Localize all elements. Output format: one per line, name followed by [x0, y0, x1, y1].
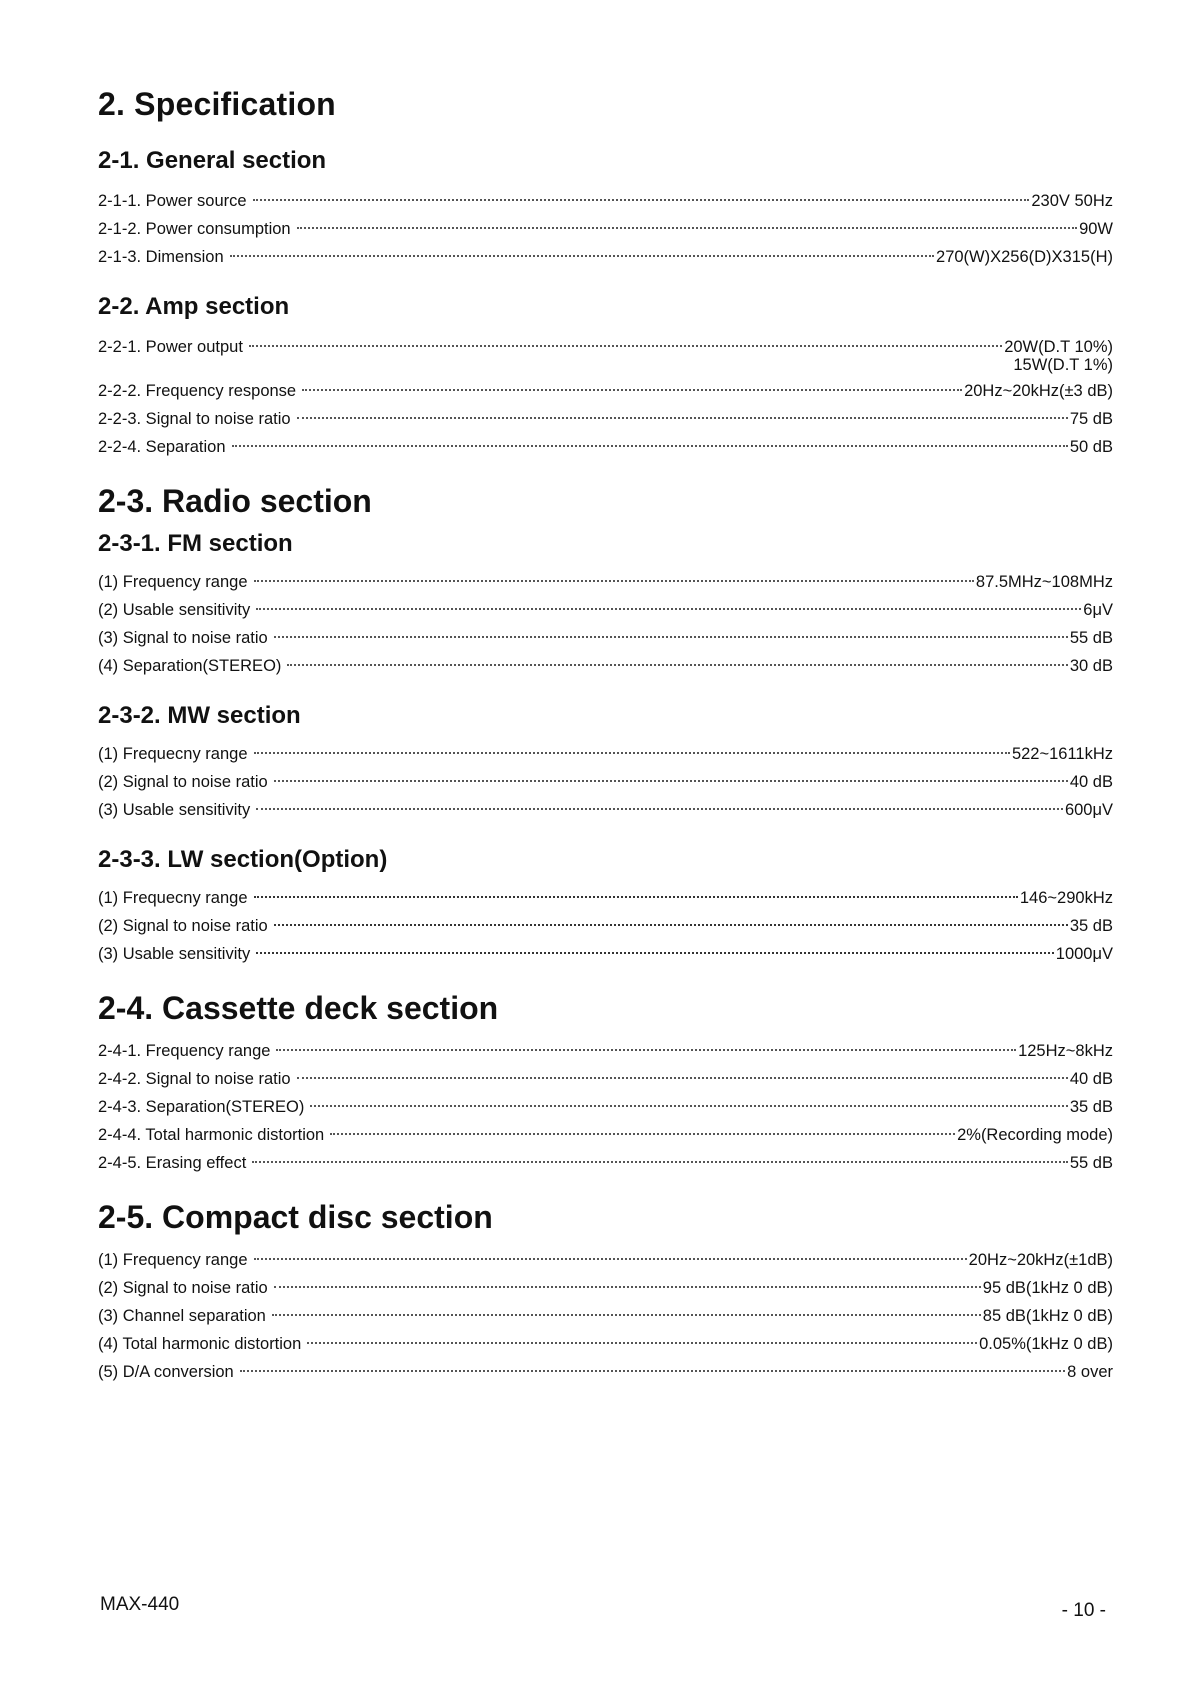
spec-label: (3) Usable sensitivity — [98, 801, 251, 819]
general-section-heading: 2-1. General section — [98, 147, 327, 174]
spec-value: 20W(D.T 10%) — [1004, 338, 1113, 356]
spec-value: 95 dB(1kHz 0 dB) — [982, 1279, 1113, 1297]
spec-value: 40 dB — [1069, 773, 1113, 791]
footer-model: MAX-440 — [100, 1594, 180, 1615]
spec-row — [98, 596, 1113, 624]
spec-label: (2) Signal to noise ratio — [98, 917, 268, 935]
cassette-spec-list — [98, 1037, 1113, 1177]
dot-leader — [253, 199, 1030, 201]
spec-row — [98, 1358, 1113, 1386]
spec-label: (1) Frequency range — [98, 1251, 248, 1269]
spec-row — [98, 1065, 1113, 1093]
spec-value: 600μV — [1064, 801, 1113, 819]
dot-leader — [274, 1286, 981, 1288]
spec-label: (5) D/A conversion — [98, 1363, 234, 1381]
spec-label: 2-2-3. Signal to noise ratio — [98, 410, 291, 428]
spec-value: 8 over — [1067, 1363, 1113, 1381]
amp-spec-list — [98, 333, 1113, 461]
spec-value: 35 dB — [1069, 917, 1113, 935]
spec-value: 90W — [1079, 220, 1113, 238]
cd-spec-list — [98, 1246, 1113, 1386]
spec-value: 1000μV — [1055, 945, 1113, 963]
spec-row — [98, 884, 1113, 912]
dot-leader — [230, 255, 934, 257]
spec-label: (4) Separation(STEREO) — [98, 657, 282, 675]
dot-leader — [256, 808, 1063, 810]
dot-leader — [254, 580, 974, 582]
spec-label: 2-4-5. Erasing effect — [98, 1154, 247, 1172]
dot-leader — [254, 1258, 967, 1260]
spec-value: 20Hz~20kHz(±3 dB) — [964, 382, 1113, 400]
fm-section-heading: 2-3-1. FM section — [98, 530, 293, 557]
spec-row — [98, 568, 1113, 596]
spec-value: 50 dB — [1069, 438, 1113, 456]
spec-value: 522~1611kHz — [1011, 745, 1113, 763]
spec-value: 230V 50Hz — [1031, 192, 1113, 210]
spec-label: 2-4-2. Signal to noise ratio — [98, 1070, 291, 1088]
spec-value: 55 dB — [1069, 629, 1113, 647]
dot-leader — [272, 1314, 981, 1316]
page-number: - 10 - — [1061, 1600, 1106, 1621]
spec-row — [98, 768, 1113, 796]
dot-leader — [254, 752, 1010, 754]
spec-value: 20Hz~20kHz(±1dB) — [968, 1251, 1113, 1269]
spec-label: (1) Frequency range — [98, 573, 248, 591]
spec-label: 2-4-3. Separation(STEREO) — [98, 1098, 305, 1116]
dot-leader — [302, 389, 962, 391]
spec-value: 2%(Recording mode) — [957, 1126, 1113, 1144]
spec-label: (1) Frequecny range — [98, 745, 248, 763]
spec-row — [98, 940, 1113, 968]
spec-label: 2-4-4. Total harmonic distortion — [98, 1126, 325, 1144]
spec-page — [98, 86, 1113, 1408]
dot-leader — [240, 1370, 1065, 1372]
spec-row — [98, 796, 1113, 824]
radio-section-heading: 2-3. Radio section — [98, 483, 372, 519]
spec-row — [98, 377, 1113, 405]
fm-spec-list — [98, 568, 1113, 680]
spec-value: 270(W)X256(D)X315(H) — [936, 248, 1113, 266]
spec-row — [98, 1037, 1113, 1065]
mw-spec-list — [98, 740, 1113, 824]
spec-label: (2) Signal to noise ratio — [98, 773, 268, 791]
spec-label: (2) Signal to noise ratio — [98, 1279, 268, 1297]
dot-leader — [232, 445, 1068, 447]
spec-value: 125Hz~8kHz — [1018, 1042, 1113, 1060]
spec-row — [98, 243, 1113, 271]
spec-value: 87.5MHz~108MHz — [975, 573, 1113, 591]
dot-leader — [256, 608, 1081, 610]
spec-value: 146~290kHz — [1019, 889, 1113, 907]
amp-section-heading: 2-2. Amp section — [98, 293, 290, 320]
spec-row — [98, 405, 1113, 433]
dot-leader — [276, 1049, 1016, 1051]
dot-leader — [252, 1161, 1068, 1163]
dot-leader — [330, 1133, 955, 1135]
spec-row — [98, 1274, 1113, 1302]
spec-label: (2) Usable sensitivity — [98, 601, 251, 619]
spec-row — [98, 433, 1113, 461]
spec-row — [98, 1330, 1113, 1358]
spec-value: 75 dB — [1069, 410, 1113, 428]
spec-value: 85 dB(1kHz 0 dB) — [982, 1307, 1113, 1325]
dot-leader — [274, 636, 1068, 638]
spec-row — [98, 624, 1113, 652]
spec-label: 2-2-2. Frequency response — [98, 382, 297, 400]
general-spec-list — [98, 187, 1113, 271]
spec-label: 2-4-1. Frequency range — [98, 1042, 271, 1060]
dot-leader — [249, 345, 1002, 347]
dot-leader — [310, 1105, 1068, 1107]
spec-label: (3) Channel separation — [98, 1307, 266, 1325]
dot-leader — [307, 1342, 977, 1344]
spec-row — [98, 1149, 1113, 1177]
spec-label: (3) Signal to noise ratio — [98, 629, 268, 647]
dot-leader — [254, 896, 1018, 898]
spec-value: 35 dB — [1069, 1098, 1113, 1116]
spec-label: (1) Frequecny range — [98, 889, 248, 907]
cd-section-heading: 2-5. Compact disc section — [98, 1199, 493, 1235]
dot-leader — [297, 1077, 1068, 1079]
spec-row — [98, 912, 1113, 940]
spec-row — [98, 740, 1113, 768]
spec-label: 2-1-3. Dimension — [98, 248, 224, 266]
dot-leader — [297, 227, 1077, 229]
spec-row — [98, 215, 1113, 243]
spec-label: (4) Total harmonic distortion — [98, 1335, 302, 1353]
spec-row — [98, 1093, 1113, 1121]
spec-row — [98, 652, 1113, 680]
spec-value: 40 dB — [1069, 1070, 1113, 1088]
dot-leader — [287, 664, 1067, 666]
mw-section-heading: 2-3-2. MW section — [98, 702, 301, 729]
dot-leader — [297, 417, 1068, 419]
spec-label: 2-2-4. Separation — [98, 438, 226, 456]
dot-leader — [274, 924, 1068, 926]
cassette-section-heading: 2-4. Cassette deck section — [98, 990, 499, 1026]
spec-row — [98, 1302, 1113, 1330]
spec-row — [98, 1246, 1113, 1274]
spec-value: 0.05%(1kHz 0 dB) — [979, 1335, 1113, 1353]
spec-value: 6μV — [1083, 601, 1113, 619]
lw-spec-list — [98, 884, 1113, 968]
spec-row — [98, 1121, 1113, 1149]
spec-label: 2-1-1. Power source — [98, 192, 247, 210]
spec-value-continued: 15W(D.T 1%) — [1013, 356, 1113, 374]
dot-leader — [274, 780, 1068, 782]
dot-leader — [256, 952, 1054, 954]
page-title: 2. Specification — [98, 86, 336, 122]
lw-section-heading: 2-3-3. LW section(Option) — [98, 846, 388, 873]
spec-label: 2-1-2. Power consumption — [98, 220, 291, 238]
spec-label: (3) Usable sensitivity — [98, 945, 251, 963]
spec-label: 2-2-1. Power output — [98, 338, 243, 356]
spec-row — [98, 187, 1113, 215]
spec-value: 55 dB — [1069, 1154, 1113, 1172]
spec-value: 30 dB — [1069, 657, 1113, 675]
